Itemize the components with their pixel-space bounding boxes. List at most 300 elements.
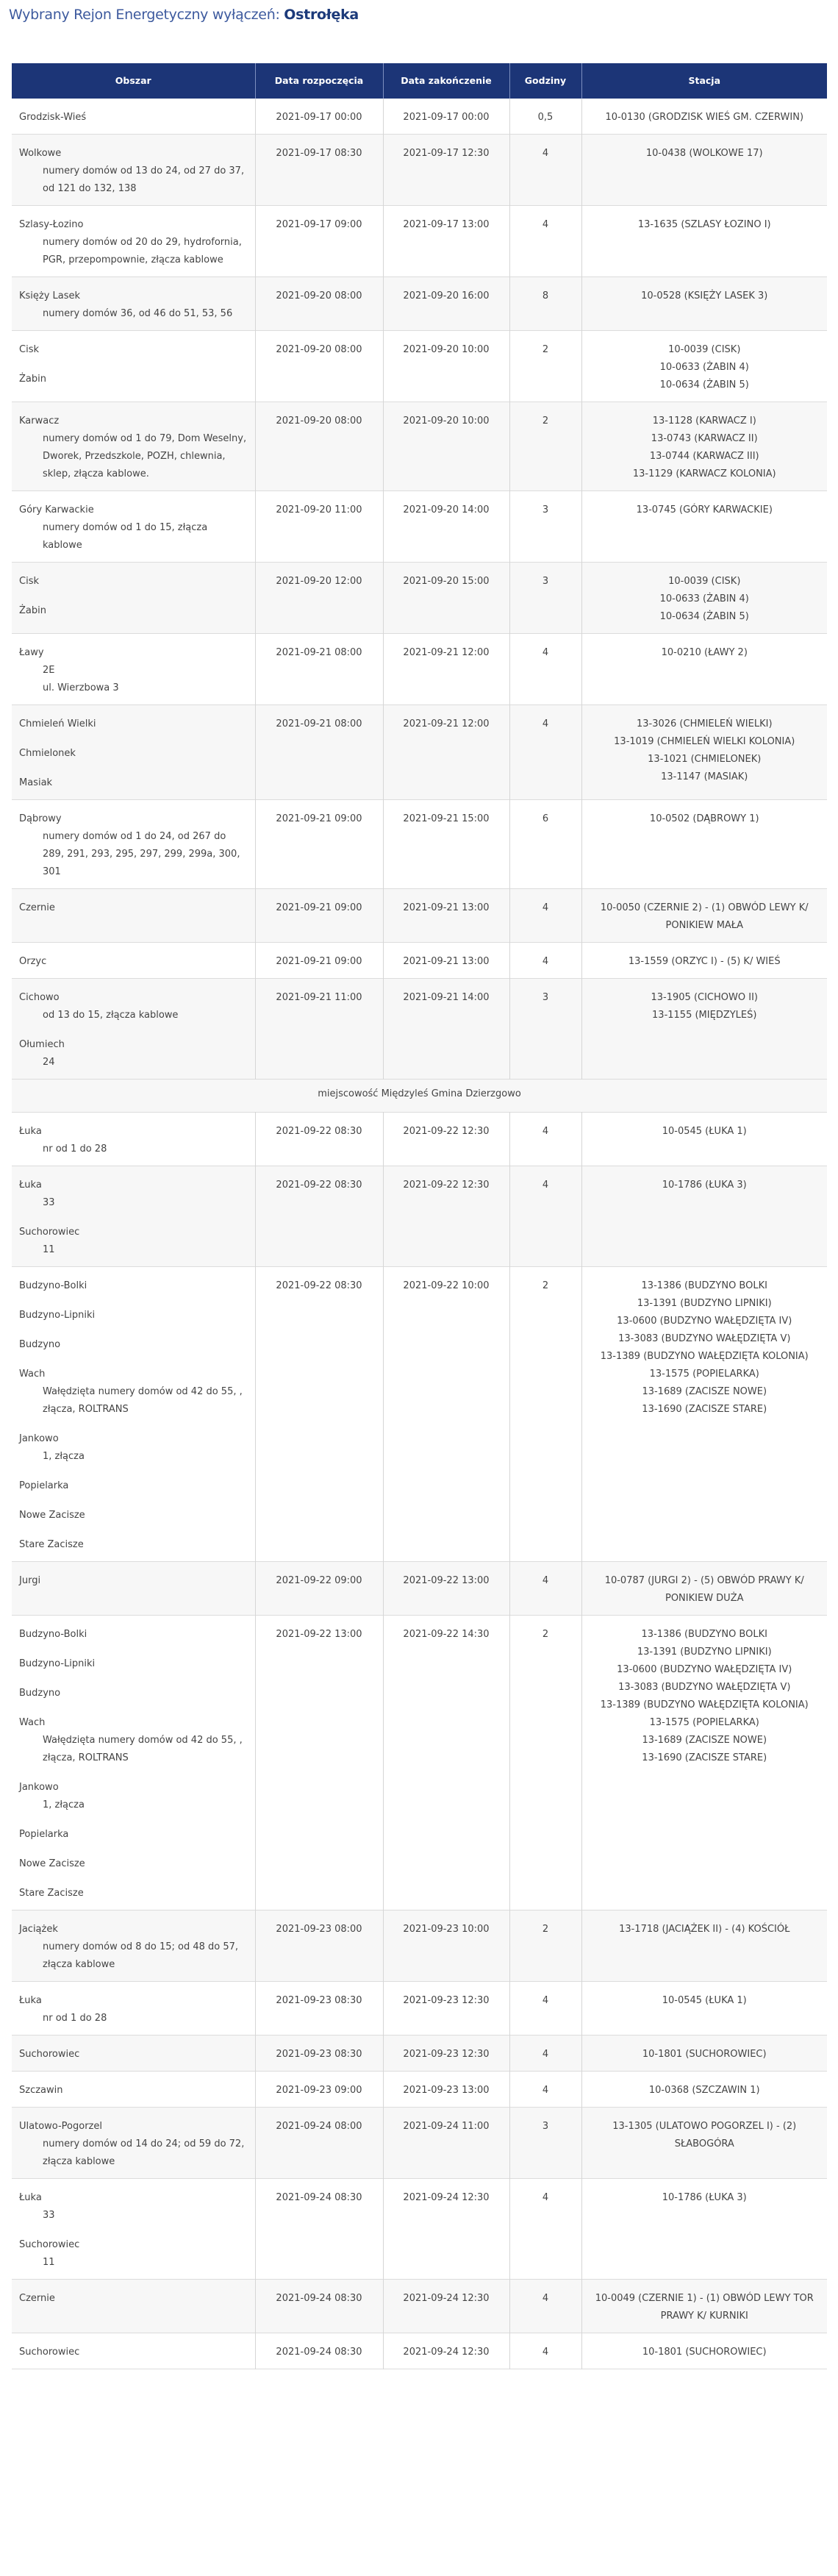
cell-start: 2021-09-23 08:30: [255, 2036, 383, 2072]
table-row: [12, 1910, 827, 1982]
station-code: 13-0600 (BUDZYNO WAŁĘDZIĘTA IV): [617, 1664, 792, 1675]
area-locality: Czernie: [19, 2293, 55, 2304]
table-row: [12, 331, 827, 402]
station-code: 13-1147 (MASIAK): [661, 771, 748, 782]
station-code: 13-1128 (KARWACZ I): [652, 415, 756, 427]
area-detail: 33: [43, 2210, 55, 2221]
cell-station: [581, 1982, 827, 2036]
station-code: 13-1575 (POPIELARKA): [649, 1717, 759, 1728]
area-locality: Stare Zacisze: [19, 1888, 84, 1899]
station-code: 13-1559 (ORZYC I) - (5) K/ WIEŚ: [628, 956, 781, 967]
area-spacer: [19, 359, 248, 371]
cell-station: [581, 1166, 827, 1267]
area-locality: Ławy: [19, 647, 44, 658]
area-locality: Chmieleń Wielki: [19, 718, 96, 729]
area-detail: Wałędzięta numery domów od 42 do 55, , złącza, ROLTRANS: [43, 1735, 243, 1763]
area-locality: Budzyno-Bolki: [19, 1629, 87, 1640]
table-row: [12, 2333, 827, 2369]
station-code: 10-1786 (ŁUKA 3): [662, 2192, 747, 2203]
cell-area: [12, 943, 255, 979]
station-code: 10-0049 (CZERNIE 1) - (1) OBWÓD LEWY TOR PRAWY K/ KURNIKI: [595, 2293, 814, 2322]
cell-hours: 4: [509, 1166, 581, 1267]
cell-hours: 3: [509, 563, 581, 634]
table-row: [12, 402, 827, 491]
cell-end: 2021-09-23 12:30: [383, 1982, 509, 2036]
area-detail: nr od 1 do 28: [43, 1143, 107, 1155]
cell-area: [12, 99, 255, 135]
area-detail: 1, złącza: [43, 1799, 85, 1810]
area-detail: 33: [43, 1197, 55, 1208]
table-row: [12, 1267, 827, 1562]
area-locality: Łuka: [19, 2192, 42, 2203]
cell-station: [581, 2072, 827, 2108]
area-locality: Chmielonek: [19, 748, 76, 759]
area-locality: Łuka: [19, 1126, 42, 1137]
area-spacer: [19, 1354, 248, 1366]
area-locality: Wach: [19, 1369, 46, 1380]
area-locality: Szlasy-Łozino: [19, 219, 84, 230]
cell-area: [12, 1166, 255, 1267]
area-locality: Księży Lasek: [19, 290, 81, 302]
station-code: 13-1021 (CHMIELONEK): [648, 754, 762, 765]
station-code: 10-0502 (DĄBROWY 1): [649, 813, 759, 824]
cell-area: [12, 277, 255, 331]
cell-end: 2021-09-22 12:30: [383, 1166, 509, 1267]
station-code: 13-1690 (ZACISZE STARE): [642, 1752, 767, 1763]
area-locality: Łuka: [19, 1180, 42, 1191]
area-locality: Budzyno-Lipniki: [19, 1658, 96, 1669]
table-body: [12, 99, 827, 2369]
cell-area: [12, 2280, 255, 2333]
cell-end: 2021-09-21 12:00: [383, 705, 509, 800]
cell-station: [581, 634, 827, 705]
cell-end: 2021-09-22 12:30: [383, 1113, 509, 1166]
cell-area: [12, 979, 255, 1080]
area-locality: Suchorowiec: [19, 2347, 80, 2358]
cell-end: 2021-09-22 14:30: [383, 1616, 509, 1910]
area-locality: Żabin: [19, 605, 46, 616]
area-spacer: [19, 1419, 248, 1430]
area-spacer: [19, 1673, 248, 1685]
table-row: [12, 889, 827, 943]
area-spacer: [19, 1702, 248, 1714]
cell-end: 2021-09-22 13:00: [383, 1562, 509, 1616]
area-locality: Suchorowiec: [19, 2239, 80, 2250]
cell-start: 2021-09-23 08:30: [255, 1982, 383, 2036]
area-detail: nr od 1 do 28: [43, 2013, 107, 2024]
area-locality: Orzyc: [19, 956, 47, 967]
station-code: 10-0368 (SZCZAWIN 1): [648, 2085, 760, 2096]
cell-hours: 4: [509, 2179, 581, 2280]
cell-start: 2021-09-22 08:30: [255, 1166, 383, 1267]
station-code: 13-1575 (POPIELARKA): [649, 1369, 759, 1380]
area-locality: Karwacz: [19, 415, 60, 427]
area-locality: Łuka: [19, 1995, 42, 2006]
station-code: 10-0438 (WOLKOWE 17): [645, 148, 763, 159]
column-header-area: Obszar: [12, 63, 255, 99]
area-detail: numery domów od 20 do 29, hydrofornia, PGR, przepompownie, złącza kablowe: [43, 237, 242, 265]
cell-area: [12, 2108, 255, 2179]
cell-start: 2021-09-23 08:00: [255, 1910, 383, 1982]
area-locality: Nowe Zacisze: [19, 1510, 85, 1521]
cell-station: [581, 99, 827, 135]
table-header: [12, 63, 827, 99]
area-detail: ul. Wierzbowa 3: [43, 682, 119, 693]
area-spacer: [19, 763, 248, 774]
cell-hours: 4: [509, 943, 581, 979]
area-spacer: [19, 1524, 248, 1536]
cell-end: 2021-09-23 10:00: [383, 1910, 509, 1982]
station-code: 13-1690 (ZACISZE STARE): [642, 1404, 767, 1415]
cell-station: [581, 979, 827, 1080]
cell-start: 2021-09-20 11:00: [255, 491, 383, 563]
area-locality: Szczawin: [19, 2085, 63, 2096]
table-row: [12, 1982, 827, 2036]
area-locality: Popielarka: [19, 1829, 69, 1840]
cell-start: 2021-09-22 13:00: [255, 1616, 383, 1910]
station-code: 13-3083 (BUDZYNO WAŁĘDZIĘTA V): [618, 1333, 791, 1344]
area-detail: numery domów od 1 do 79, Dom Weselny, Dworek, Przedszkole, POZH, chlewnia, sklep, złącza kablowe.: [43, 433, 247, 479]
station-code: 13-0745 (GÓRY KARWACKIE): [636, 504, 773, 515]
area-locality: Żabin: [19, 374, 46, 385]
area-spacer: [19, 1295, 248, 1307]
cell-area: [12, 1982, 255, 2036]
station-code: 13-1389 (BUDZYNO WAŁĘDZIĘTA KOLONIA): [600, 1351, 809, 1362]
cell-area: [12, 2036, 255, 2072]
station-code: 13-0600 (BUDZYNO WAŁĘDZIĘTA IV): [617, 1316, 792, 1327]
area-locality: Jankowo: [19, 1433, 59, 1444]
station-code: 10-0528 (KSIĘŻY LASEK 3): [641, 290, 768, 302]
cell-station: [581, 1910, 827, 1982]
station-code: 10-0545 (ŁUKA 1): [662, 1126, 747, 1137]
cell-area: [12, 2179, 255, 2280]
station-code: 10-0050 (CZERNIE 2) - (1) OBWÓD LEWY K/ PONIKIEW MAŁA: [600, 902, 809, 931]
cell-area: [12, 1616, 255, 1910]
cell-station: [581, 402, 827, 491]
cell-station: [581, 2179, 827, 2280]
cell-start: 2021-09-21 11:00: [255, 979, 383, 1080]
cell-end: 2021-09-20 16:00: [383, 277, 509, 331]
area-locality: Popielarka: [19, 1480, 69, 1491]
section-label: miejscowość Międzyleś Gmina Dzierzgowo: [12, 1080, 827, 1113]
column-header-station: Stacja: [688, 75, 721, 86]
cell-start: 2021-09-21 08:00: [255, 634, 383, 705]
cell-station: [581, 491, 827, 563]
cell-start: 2021-09-24 08:30: [255, 2179, 383, 2280]
table-row: [12, 1562, 827, 1616]
area-locality: Wach: [19, 1717, 46, 1728]
cell-area: [12, 889, 255, 943]
area-locality: Suchorowiec: [19, 1227, 80, 1238]
cell-hours: 4: [509, 1982, 581, 2036]
area-spacer: [19, 1644, 248, 1655]
cell-station: [581, 889, 827, 943]
area-locality: Cisk: [19, 344, 39, 355]
cell-start: 2021-09-17 00:00: [255, 99, 383, 135]
cell-start: 2021-09-24 08:30: [255, 2280, 383, 2333]
station-code: 13-1386 (BUDZYNO BOLKI: [641, 1280, 767, 1291]
cell-start: 2021-09-22 09:00: [255, 1562, 383, 1616]
cell-area: [12, 1910, 255, 1982]
table-row: [12, 135, 827, 206]
page-title-prefix: Wybrany Rejon Energetyczny wyłączeń:: [9, 7, 280, 23]
cell-start: 2021-09-22 08:30: [255, 1113, 383, 1166]
table-row: [12, 2036, 827, 2072]
station-code: 10-0210 (ŁAWY 2): [661, 647, 748, 658]
station-code: 13-0743 (KARWACZ II): [651, 433, 758, 444]
cell-end: 2021-09-20 15:00: [383, 563, 509, 634]
station-code: 13-1386 (BUDZYNO BOLKI: [641, 1629, 767, 1640]
station-code: 13-3026 (CHMIELEŃ WIELKI): [636, 718, 773, 729]
station-code: 10-0039 (CISK): [668, 576, 741, 587]
station-code: 13-1155 (MIĘDZYLEŚ): [652, 1010, 757, 1021]
cell-area: [12, 402, 255, 491]
cell-hours: 4: [509, 2072, 581, 2108]
cell-station: [581, 800, 827, 889]
cell-hours: 2: [509, 331, 581, 402]
cell-area: [12, 800, 255, 889]
area-locality: Suchorowiec: [19, 2049, 80, 2060]
cell-station: [581, 2108, 827, 2179]
station-code: 13-1305 (ULATOWO POGORZEL I) - (2) SŁABOGÓRA: [612, 2121, 797, 2149]
cell-station: [581, 563, 827, 634]
station-code: 13-1635 (SZLASY ŁOZINO I): [637, 219, 771, 230]
cell-end: 2021-09-17 13:00: [383, 206, 509, 277]
area-detail: numery domów od 14 do 24; od 59 do 72, złącza kablowe: [43, 2138, 245, 2167]
cell-start: 2021-09-23 09:00: [255, 2072, 383, 2108]
column-header-start: Data rozpoczęcia: [255, 63, 383, 99]
station-code: 10-0634 (ŻABIN 5): [659, 611, 749, 622]
station-code: 13-1718 (JACIĄŻEK II) - (4) KOŚCIÓŁ: [619, 1924, 790, 1935]
cell-start: 2021-09-20 12:00: [255, 563, 383, 634]
area-spacer: [19, 591, 248, 602]
station-code: 13-1391 (BUDZYNO LIPNIKI): [637, 1646, 772, 1658]
cell-end: 2021-09-22 10:00: [383, 1267, 509, 1562]
cell-station: [581, 943, 827, 979]
cell-hours: 4: [509, 1113, 581, 1166]
area-spacer: [19, 1767, 248, 1779]
cell-area: [12, 135, 255, 206]
cell-start: 2021-09-21 09:00: [255, 889, 383, 943]
cell-hours: 4: [509, 2280, 581, 2333]
cell-hours: 3: [509, 2108, 581, 2179]
cell-end: 2021-09-24 12:30: [383, 2179, 509, 2280]
station-code: 10-0039 (CISK): [668, 344, 741, 355]
cell-hours: 4: [509, 889, 581, 943]
table-row: [12, 2179, 827, 2280]
cell-start: 2021-09-17 08:30: [255, 135, 383, 206]
area-locality: Jurgi: [19, 1575, 41, 1586]
area-locality: Czernie: [19, 902, 55, 913]
cell-station: [581, 1113, 827, 1166]
cell-area: [12, 563, 255, 634]
cell-start: 2021-09-20 08:00: [255, 402, 383, 491]
area-locality: Góry Karwackie: [19, 504, 94, 515]
table-row: [12, 206, 827, 277]
area-locality: Wolkowe: [19, 148, 62, 159]
cell-start: 2021-09-22 08:30: [255, 1267, 383, 1562]
area-locality: Masiak: [19, 777, 53, 788]
cell-area: [12, 2072, 255, 2108]
cell-station: [581, 135, 827, 206]
area-detail: 1, złącza: [43, 1451, 85, 1462]
cell-end: 2021-09-21 15:00: [383, 800, 509, 889]
area-detail: numery domów od 1 do 24, od 267 do 289, 291, 293, 295, 297, 299, 299a, 300, 301: [43, 831, 240, 877]
cell-hours: 3: [509, 979, 581, 1080]
cell-station: [581, 1616, 827, 1910]
station-code: 13-1391 (BUDZYNO LIPNIKI): [637, 1298, 772, 1309]
table-row: [12, 1166, 827, 1267]
station-code: 13-1129 (KARWACZ KOLONIA): [632, 468, 776, 479]
table-row: [12, 277, 827, 331]
outages-table: [12, 63, 827, 2369]
area-locality: Stare Zacisze: [19, 1539, 84, 1550]
area-locality: Nowe Zacisze: [19, 1858, 85, 1869]
cell-hours: 4: [509, 2333, 581, 2369]
cell-end: 2021-09-24 11:00: [383, 2108, 509, 2179]
area-locality: Cisk: [19, 576, 39, 587]
cell-area: [12, 2333, 255, 2369]
cell-end: 2021-09-20 10:00: [383, 331, 509, 402]
cell-start: 2021-09-21 09:00: [255, 800, 383, 889]
table-row: [12, 563, 827, 634]
cell-station: [581, 1267, 827, 1562]
table-row: [12, 979, 827, 1080]
cell-hours: 3: [509, 491, 581, 563]
cell-station: [581, 705, 827, 800]
area-detail: 2E: [43, 665, 55, 676]
area-spacer: [19, 1324, 248, 1336]
cell-hours: 4: [509, 135, 581, 206]
section-row: [12, 1080, 827, 1113]
cell-area: [12, 206, 255, 277]
cell-start: 2021-09-21 08:00: [255, 705, 383, 800]
cell-hours: 8: [509, 277, 581, 331]
area-detail: 11: [43, 1244, 55, 1255]
station-code: 10-1801 (SUCHOROWIEC): [642, 2347, 767, 2358]
table-row: [12, 800, 827, 889]
cell-station: [581, 1562, 827, 1616]
area-detail: numery domów od 8 do 15; od 48 do 57, złącza kablowe: [43, 1941, 239, 1970]
cell-station: [581, 2280, 827, 2333]
cell-hours: 4: [509, 634, 581, 705]
area-detail: 24: [43, 1057, 55, 1068]
area-locality: Cichowo: [19, 992, 60, 1003]
area-locality: Budzyno-Bolki: [19, 1280, 87, 1291]
cell-end: 2021-09-17 00:00: [383, 99, 509, 135]
area-spacer: [19, 2224, 248, 2236]
cell-hours: 4: [509, 206, 581, 277]
cell-area: [12, 1562, 255, 1616]
cell-end: 2021-09-21 13:00: [383, 889, 509, 943]
area-spacer: [19, 1466, 248, 1477]
station-code: 10-1801 (SUCHOROWIEC): [642, 2049, 767, 2060]
cell-station: [581, 2036, 827, 2072]
area-locality: Ołumiech: [19, 1039, 65, 1050]
area-spacer: [19, 1212, 248, 1224]
area-spacer: [19, 1495, 248, 1507]
table-row: [12, 2072, 827, 2108]
cell-area: [12, 331, 255, 402]
table-row: [12, 634, 827, 705]
cell-start: 2021-09-20 08:00: [255, 277, 383, 331]
station-code: 10-0634 (ŻABIN 5): [659, 379, 749, 390]
station-code: 13-1019 (CHMIELEŃ WIELKI KOLONIA): [614, 736, 795, 747]
station-code: 10-0633 (ŻABIN 4): [659, 593, 749, 604]
cell-hours: 0,5: [509, 99, 581, 135]
cell-hours: 4: [509, 705, 581, 800]
station-code: 13-1689 (ZACISZE NOWE): [642, 1386, 767, 1397]
cell-area: [12, 1267, 255, 1562]
cell-hours: 2: [509, 1267, 581, 1562]
cell-start: 2021-09-24 08:00: [255, 2108, 383, 2179]
cell-station: [581, 206, 827, 277]
station-code: 10-0545 (ŁUKA 1): [662, 1995, 747, 2006]
table-row: [12, 2280, 827, 2333]
area-detail: 11: [43, 2257, 55, 2268]
page-title: [9, 4, 359, 34]
table-row: [12, 705, 827, 800]
area-locality: Budzyno-Lipniki: [19, 1310, 96, 1321]
area-detail: numery domów 36, od 46 do 51, 53, 56: [43, 308, 233, 319]
station-code: 13-1389 (BUDZYNO WAŁĘDZIĘTA KOLONIA): [600, 1699, 809, 1710]
cell-end: 2021-09-20 10:00: [383, 402, 509, 491]
area-spacer: [19, 1814, 248, 1826]
cell-hours: 6: [509, 800, 581, 889]
cell-start: 2021-09-21 09:00: [255, 943, 383, 979]
station-code: 13-1905 (CICHOWO II): [651, 992, 758, 1003]
area-locality: Jankowo: [19, 1782, 59, 1793]
area-detail: od 13 do 15, złącza kablowe: [43, 1010, 179, 1021]
table-row: [12, 943, 827, 979]
station-code: 10-0633 (ŻABIN 4): [659, 362, 749, 373]
area-spacer: [19, 1024, 248, 1036]
column-header-hours: Godziny: [509, 63, 581, 99]
area-locality: Dąbrowy: [19, 813, 62, 824]
area-spacer: [19, 1873, 248, 1885]
cell-hours: 4: [509, 1562, 581, 1616]
station-code: 13-3083 (BUDZYNO WAŁĘDZIĘTA V): [618, 1682, 791, 1693]
cell-hours: 4: [509, 2036, 581, 2072]
cell-end: 2021-09-21 13:00: [383, 943, 509, 979]
table-row: [12, 491, 827, 563]
cell-hours: 2: [509, 1616, 581, 1910]
cell-hours: 2: [509, 1910, 581, 1982]
cell-end: 2021-09-20 14:00: [383, 491, 509, 563]
station-code: 13-1689 (ZACISZE NOWE): [642, 1735, 767, 1746]
cell-end: 2021-09-24 12:30: [383, 2333, 509, 2369]
area-locality: Ulatowo-Pogorzel: [19, 2121, 102, 2132]
area-detail: numery domów od 1 do 15, złącza kablowe: [43, 522, 208, 551]
table-row: [12, 2108, 827, 2179]
cell-station: [581, 2333, 827, 2369]
station-code: 10-1786 (ŁUKA 3): [662, 1180, 747, 1191]
table-row: [12, 1616, 827, 1910]
cell-start: 2021-09-24 08:30: [255, 2333, 383, 2369]
cell-end: 2021-09-21 12:00: [383, 634, 509, 705]
cell-start: 2021-09-20 08:00: [255, 331, 383, 402]
cell-end: 2021-09-23 12:30: [383, 2036, 509, 2072]
area-locality: Budzyno: [19, 1339, 61, 1350]
cell-area: [12, 705, 255, 800]
cell-start: 2021-09-17 09:00: [255, 206, 383, 277]
area-locality: Grodzisk-Wieś: [19, 112, 87, 123]
area-spacer: [19, 733, 248, 745]
column-header-end: Data zakończenie: [383, 63, 509, 99]
station-code: 10-0130 (GRODZISK WIEŚ GM. CZERWIN): [605, 112, 804, 123]
area-locality: Jaciążek: [19, 1924, 58, 1935]
station-code: 10-0787 (JURGI 2) - (5) OBWÓD PRAWY K/ PONIKIEW DUŻA: [604, 1575, 804, 1604]
